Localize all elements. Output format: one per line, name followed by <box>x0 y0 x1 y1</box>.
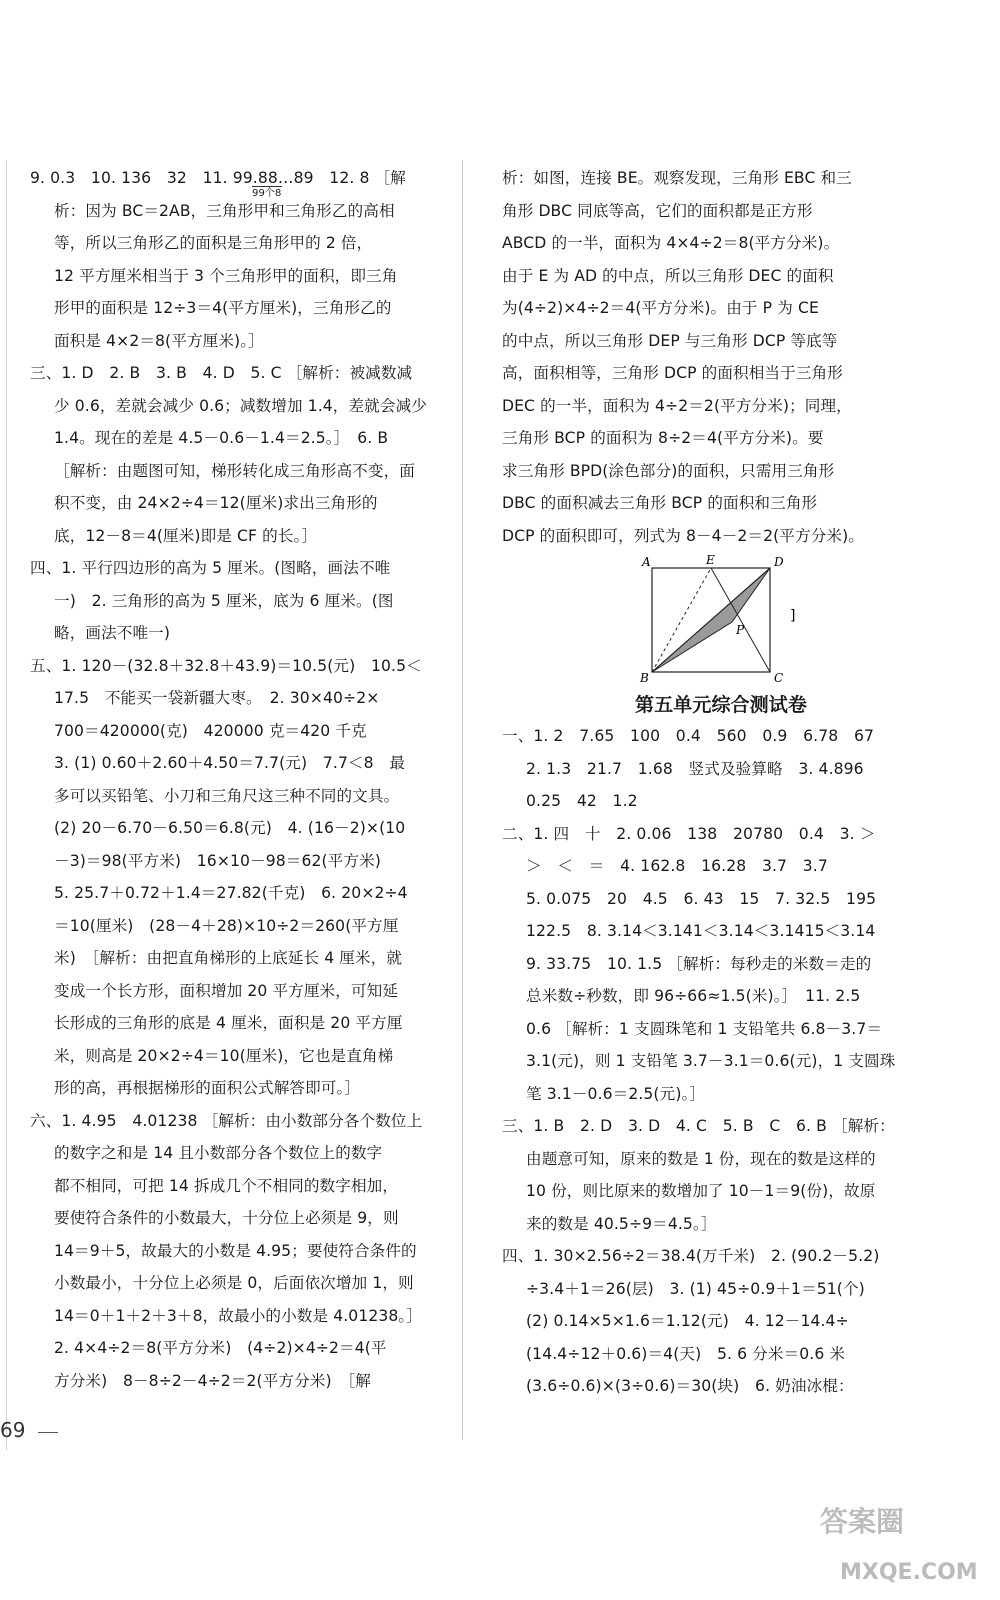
left-text-line: 9. 0.3 10. 136 32 11. 99.88…89 12. 8 ［解 99个8 <box>30 169 406 199</box>
left-text-line: 米，则高是 20×2÷4＝10(厘米)，它也是直角梯 <box>54 1046 394 1065</box>
left-text-line: 面积是 4×2＝8(平方厘米)。］ <box>54 331 264 350</box>
right-text-line: 四、1. 30×2.56÷2＝38.4(万千米) 2. (90.2－5.2) <box>502 1247 880 1265</box>
watermark-url: MXQE.COM <box>840 1560 978 1585</box>
right-text-line: 122.5 8. 3.14＜3.141＜3.14＜3.1415＜3.14 <box>526 922 876 940</box>
left-text-line: 少 0.6，差就会减少 0.6；减数增加 1.4，差就会减少 <box>54 396 427 415</box>
section-title: 第五单元综合测试卷 <box>635 694 807 716</box>
left-text-line: ＝10(厘米) (28－4＋28)×10÷2＝260(平方厘 <box>54 916 399 935</box>
right-text-line: DBC 的面积减去三角形 BCP 的面积和三角形 <box>502 494 818 512</box>
left-text-line: 方分米) 8－8÷2－4÷2＝2(平方分米) ［解 <box>54 1371 371 1390</box>
left-text-line: 17.5 不能买一袋新疆大枣。 2. 30×40÷2× <box>54 689 380 707</box>
left-text-line: 六、1. 4.95 4.01238 ［解析：由小数部分各个数位上 <box>30 1111 423 1130</box>
right-text-line: 5. 0.075 20 4.5 6. 43 15 7. 32.5 195 <box>526 889 877 908</box>
page-number: 69 <box>0 1418 26 1442</box>
left-text-line: 5. 25.7＋0.72＋1.4＝27.82(千克) 6. 20×2÷4 <box>54 884 408 902</box>
label-p: P <box>736 623 745 637</box>
left-text-line: 1.4。现在的差是 4.5－0.6－1.4＝2.5。］ 6. B <box>54 429 389 447</box>
label-b: B <box>640 671 649 684</box>
left-text-line: 积不变，由 24×2÷4＝12(厘米)求出三角形的 <box>54 494 378 512</box>
right-text-line: DCP 的面积即可，列式为 8－4－2＝2(平方分米)。 <box>502 526 864 545</box>
right-text-line: (2) 0.14×5×1.6＝1.12(元) 4. 12－14.4÷ <box>526 1312 849 1330</box>
right-text-line: 三角形 BCP 的面积为 8÷2＝4(平方分米)。要 <box>502 429 824 447</box>
left-text-line: 形甲的面积是 12÷3＝4(平方厘米)，三角形乙的 <box>54 299 392 317</box>
underbrace-label: 99个8 <box>252 188 282 199</box>
right-text-line: 9. 33.75 10. 1.5 ［解析：每秒走的米数＝走的 <box>526 954 872 973</box>
left-text-line: 700＝420000(克) 420000 克＝420 千克 <box>54 721 367 740</box>
right-text-line: 求三角形 BPD(涂色部分)的面积，只需用三角形 <box>502 461 835 480</box>
left-text-line: (2) 20－6.70－6.50＝6.8(元) 4. (16－2)×(10 <box>54 819 406 837</box>
left-text-line: 长形成的三角形的底是 4 厘米，面积是 20 平方厘 <box>54 1014 403 1032</box>
right-text-line: ABCD 的一半，面积为 4×4÷2＝8(平方分米)。 <box>502 234 840 252</box>
geometry-figure <box>502 552 940 684</box>
left-text-line: 一) 2. 三角形的高为 5 厘米，底为 6 厘米。(图 <box>54 591 394 610</box>
right-text-line: 二、1. 四 十 2. 0.06 138 20780 0.4 3. ＞ <box>502 824 876 843</box>
right-text-line: 来的数是 40.5÷9＝4.5。］ <box>526 1214 717 1233</box>
left-text-line: 三、1. D 2. B 3. B 4. D 5. C ［解析：被减数减 <box>30 364 413 382</box>
square-abcd-diagram <box>632 552 832 684</box>
page-number-rule <box>38 1432 58 1433</box>
right-text-line: 角形 DBC 同底等高，它们的面积都是正方形 <box>502 201 813 220</box>
left-text-line: 析：因为 BC＝2AB，三角形甲和三角形乙的高相 <box>54 201 395 220</box>
label-d: D <box>774 555 784 569</box>
right-text-line: 的中点，所以三角形 DEP 与三角形 DCP 等底等 <box>502 331 838 350</box>
label-e: E <box>706 553 715 567</box>
right-text-line: DEC 的一半，面积为 4÷2＝2(平方分米)；同理， <box>502 396 852 415</box>
right-text-line: 一、1. 2 7.65 100 0.4 560 0.9 6.78 67 <box>502 727 875 745</box>
right-text-line: 总米数÷秒数，即 96÷66≈1.5(米)。］ 11. 2.5 <box>526 987 861 1005</box>
right-text-line: 由于 E 为 AD 的中点，所以三角形 DEC 的面积 <box>502 266 834 285</box>
left-text-line: 米) ［解析：由把直角梯形的上底延长 4 厘米，就 <box>54 949 403 967</box>
right-text-line: 笔 3.1－0.6＝2.5(元)。］ <box>526 1084 706 1103</box>
left-text-line: 要使符合条件的小数最大，十分位上必须是 9，则 <box>54 1209 399 1227</box>
left-text-line: 略，画法不唯一) <box>54 624 171 642</box>
dashed-line-be <box>652 568 711 672</box>
left-text-line: 12 平方厘米相当于 3 个三角形甲的面积，即三角 <box>54 266 398 285</box>
left-text-line: 都不相同，可把 14 拆成几个不相同的数字相加， <box>54 1176 399 1195</box>
right-text-line: ÷3.4＋1＝26(层) 3. (1) 45÷0.9＋1＝51(个) <box>526 1279 865 1298</box>
column-divider <box>462 160 463 1440</box>
right-text-line: 2. 1.3 21.7 1.68 竖式及验算略 3. 4.896 <box>526 759 864 778</box>
right-text-line: 三、1. B 2. D 3. D 4. C 5. B C 6. B ［解析： <box>502 1117 895 1135</box>
right-text-line: 10 份，则比原来的数增加了 10－1＝9(份)，故原 <box>526 1182 876 1200</box>
left-text-line: 14＝0＋1＋2＋3＋8，故最小的小数是 4.01238。］ <box>54 1306 422 1325</box>
right-text-line: 由题意可知，原来的数是 1 份，现在的数是这样的 <box>526 1149 876 1168</box>
watermark-logo: 答案圈 <box>820 1505 905 1538</box>
right-answers-bottom <box>502 720 940 1403</box>
left-text-line: 2. 4×4÷2＝8(平方分米) (4÷2)×4÷2＝4(平 <box>54 1339 387 1357</box>
left-text-line: 五、1. 120－(32.8＋32.8＋43.9)＝10.5(元) 10.5＜ <box>30 656 422 675</box>
left-column <box>30 162 462 1397</box>
left-text-line: 四、1. 平行四边形的高为 5 厘米。(图略，画法不唯 <box>30 559 391 577</box>
left-text-line: 多可以买铅笔、小刀和三角尺这三种不同的文具。 <box>54 786 400 805</box>
left-text-line: 的数字之和是 14 且小数部分各个数位上的数字 <box>54 1144 383 1162</box>
right-text-line: 析：如图，连接 BE。观察发现，三角形 EBC 和三 <box>502 169 852 187</box>
right-text-line: 0.25 42 1.2 <box>526 792 638 810</box>
left-text-line: 变成一个长方形，面积增加 20 平方厘米，可知延 <box>54 981 399 1000</box>
left-text-line: －3)＝98(平方米) 16×10－98＝62(平方米) <box>54 851 381 870</box>
right-text-line: (3.6÷0.6)×(3÷0.6)＝30(块) 6. 奶油冰棍： <box>526 1377 854 1395</box>
label-a: A <box>642 555 651 569</box>
right-column <box>502 162 940 1403</box>
left-margin-rule <box>6 160 7 1450</box>
left-text-line: 3. (1) 0.60＋2.60＋4.50＝7.7(元) 7.7＜8 最 <box>54 754 406 772</box>
left-text-line: 14＝9＋5，故最大的小数是 4.95；要使符合条件的 <box>54 1241 417 1260</box>
right-text-line: 0.6 ［解析：1 支圆珠笔和 1 支铅笔共 6.8－3.7＝ <box>526 1019 883 1038</box>
left-text-line: 底，12－8＝4(厘米)即是 CF 的长。］ <box>54 526 318 545</box>
right-answers-top <box>502 162 940 552</box>
right-text-line: (14.4÷12＋0.6)＝4(天) 5. 6 分米＝0.6 米 <box>526 1344 846 1363</box>
right-text-line: 3.1(元)，则 1 支铅笔 3.7－3.1＝0.6(元)，1 支圆珠 <box>526 1052 896 1070</box>
left-text-line: ［解析：由题图可知，梯形转化成三角形高不变，面 <box>54 461 415 480</box>
right-text-line: 高，面积相等，三角形 DCP 的面积相当于三角形 <box>502 364 843 382</box>
label-c: C <box>774 671 784 684</box>
right-text-line: ＞ ＜ ＝ 4. 162.8 16.28 3.7 3.7 <box>526 857 828 875</box>
right-text-line: 为(4÷2)×4÷2＝4(平方分米)。由于 P 为 CE <box>502 299 819 317</box>
left-text-line: 形的高，再根据梯形的面积公式解答即可。］ <box>54 1079 361 1097</box>
left-text-line: 小数最小，十分位上必须是 0，后面依次增加 1，则 <box>54 1274 414 1292</box>
line-bd <box>652 568 770 672</box>
bracket-mark: ] <box>790 608 796 624</box>
left-text-line: 等，所以三角形乙的面积是三角形甲的 2 倍， <box>54 234 373 252</box>
